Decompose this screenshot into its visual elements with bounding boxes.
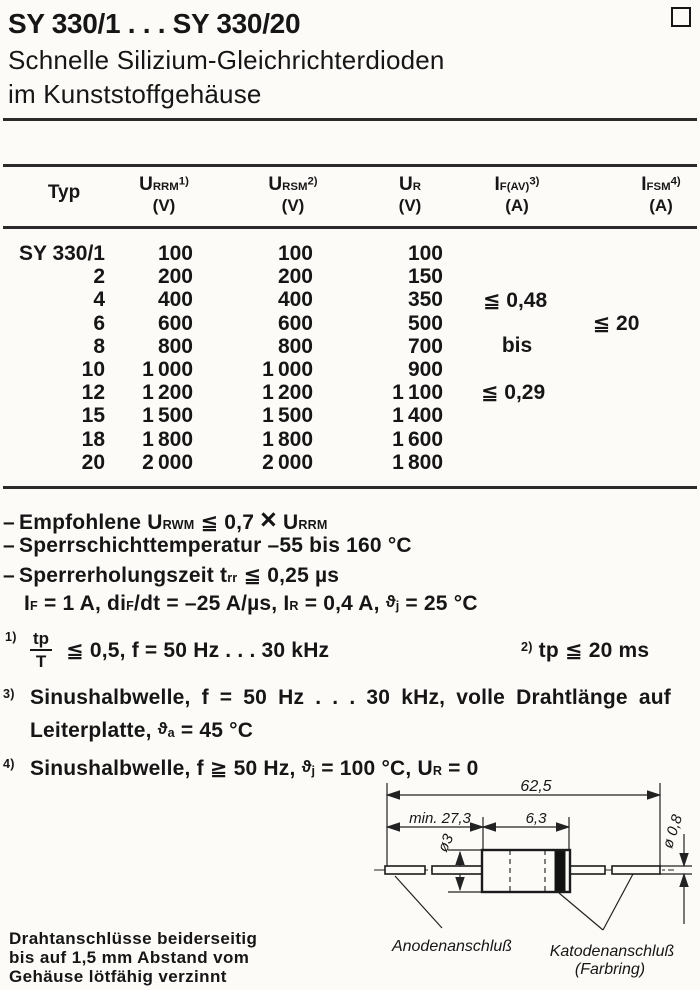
col-header-urrm: URRM$^{1)}$ (V) (139, 174, 189, 215)
solder-note-line2: bis auf 1,5 mm Abstand vom (9, 948, 250, 967)
col-header-ur: UR (V) (398, 174, 422, 215)
corner-square-icon (671, 7, 691, 27)
fraction-denominator: T (35, 652, 47, 671)
ifsm-limit-20: ≦ 20 (592, 312, 640, 335)
table-cell: 100 (407, 242, 443, 265)
table-cell: 18 (81, 427, 105, 451)
table-row (8, 335, 698, 358)
footnote1-fraction (30, 630, 52, 670)
footnote1-text: ≦ 0,5, f = 50 Hz . . . 30 kHz (66, 639, 330, 662)
col-header-ifav: IF(AV)$^{3)}$ (A) (494, 174, 540, 215)
table-cell: 2 000 (262, 450, 313, 474)
table-cell: 12 (81, 381, 105, 405)
footnote4-marker: 4) (3, 757, 15, 772)
cathode-sublabel: (Farbring) (574, 961, 646, 978)
footnote3-line2: Leiterplatte, ϑa = 45 °C (30, 719, 254, 742)
table-cell: 800 (277, 334, 313, 358)
table-cell: 2 000 (142, 450, 193, 474)
col-header-ifsm: IFSM$^{4)}$ (A) (641, 174, 681, 215)
table-cell: 1 800 (262, 427, 313, 451)
lead-left-inner (432, 866, 482, 874)
note-junction-temp: – Sperrschichttemperatur –55 bis 160 °C (3, 534, 412, 557)
table-row (8, 428, 698, 451)
table-top-rule (3, 164, 697, 167)
table-cell: 1 000 (142, 358, 193, 381)
table-cell: 1 000 (262, 358, 313, 381)
table-cell: 100 (277, 242, 313, 265)
header-divider (3, 118, 697, 121)
solder-note-line3: Gehäuse lötfähig verzinnt (9, 967, 227, 986)
lead-left-outer (385, 866, 425, 874)
footnote2: $^{2)}$ tp ≦ 20 ms (521, 639, 650, 662)
cathode-leader-wire (603, 874, 633, 930)
solder-note-line1: Drahtanschlüsse beiderseitig (9, 929, 258, 948)
footnote3-line1: Sinushalbwelle, f = 50 Hz . . . 30 kHz, volle Drahtlänge auf (30, 686, 671, 709)
table-cell: 15 (81, 404, 105, 428)
table-cell: 1 600 (392, 427, 443, 451)
table-row (8, 288, 698, 311)
table-cell: 1 100 (392, 381, 443, 405)
col-header-typ: Typ (47, 182, 81, 203)
table-row (8, 404, 698, 427)
cathode-leader-band (559, 893, 603, 930)
table-cell: 1 800 (392, 450, 443, 474)
footnote4-text: Sinushalbwelle, f ≧ 50 Hz, ϑj = 100 °C, UR = 0 (30, 757, 479, 780)
table-row (8, 381, 698, 404)
cathode-label: Katodenanschluß (549, 943, 675, 960)
ifav-limit-048: ≦ 0,48 (482, 289, 548, 312)
table-cell: 1 200 (142, 381, 193, 405)
table-cell: 10 (81, 358, 105, 381)
table-cell: 150 (407, 265, 443, 289)
table-cell: 400 (277, 288, 313, 312)
table-cell: 6 (93, 311, 105, 335)
solder-note (9, 929, 257, 986)
note-recovery-conditions: IF = 1 A, diF/dt = –25 A/µs, IR = 0,4 A, ϑj = 25 °C (24, 592, 478, 615)
fraction-numerator: tp (30, 630, 52, 651)
table-header-rule (3, 226, 697, 229)
ifav-bis: bis (501, 334, 533, 357)
lead-right-inner (569, 866, 605, 874)
table-cell: 1 200 (262, 381, 313, 405)
table-row (8, 242, 698, 265)
table-cell: 400 (157, 288, 193, 312)
col-header-ursm: URSM$^{2)}$ (V) (268, 174, 318, 215)
footnote1-marker: 1) (5, 630, 17, 645)
table-row (8, 358, 698, 381)
anode-label: Anodenanschluß (391, 938, 513, 955)
table-cell: 600 (277, 311, 313, 335)
table-row (8, 265, 698, 288)
table-cell: 700 (407, 334, 443, 358)
table-cell: 1 500 (262, 404, 313, 428)
table-cell: 1 800 (142, 427, 193, 451)
page-subtitle-line1: Schnelle Silizium-Gleichrichterdioden (8, 45, 445, 75)
cathode-band (555, 851, 565, 891)
table-cell: 20 (81, 450, 105, 474)
page-title: SY 330/1 . . . SY 330/20 (8, 8, 301, 39)
table-cell: 350 (407, 288, 443, 312)
dim-wire-dia-label: ø 0,8 (659, 812, 687, 851)
page-subtitle-line2: im Kunststoffgehäuse (8, 79, 262, 109)
table-cell: 200 (157, 265, 193, 289)
table-row (8, 451, 698, 474)
dim-overall-label: 62,5 (520, 778, 552, 795)
dim-body-label: 6,3 (525, 810, 547, 827)
diode-outline-drawing (340, 770, 700, 990)
table-cell: 500 (407, 311, 443, 335)
table-bottom-rule (3, 486, 697, 489)
table-cell: 4 (93, 288, 105, 312)
footnote3-marker: 3) (3, 687, 15, 702)
table-cell: 100 (157, 242, 193, 265)
table-cell: 1 400 (392, 404, 443, 428)
table-cell: 2 (93, 265, 105, 289)
table-cell: 600 (157, 311, 193, 335)
ifav-limit-029: ≦ 0,29 (480, 381, 546, 404)
table-cell: 200 (277, 265, 313, 289)
table-cell: 1 500 (142, 404, 193, 428)
note-recovery-time: – Sperrerholungszeit trr ≦ 0,25 µs (3, 564, 340, 587)
dim-body-dia-label: ø3 (434, 831, 458, 855)
note-urwm: – Empfohlene URWM ≦ 0,7 × URRM (3, 504, 328, 536)
table-cell: 900 (407, 358, 443, 381)
anode-leader (395, 876, 442, 928)
table-cell: 8 (93, 334, 105, 358)
table-cell: 800 (157, 334, 193, 358)
dim-lead-label: min. 27,3 (409, 810, 471, 827)
lead-right-outer (612, 866, 660, 874)
table-cell: SY 330/1 (18, 242, 105, 265)
